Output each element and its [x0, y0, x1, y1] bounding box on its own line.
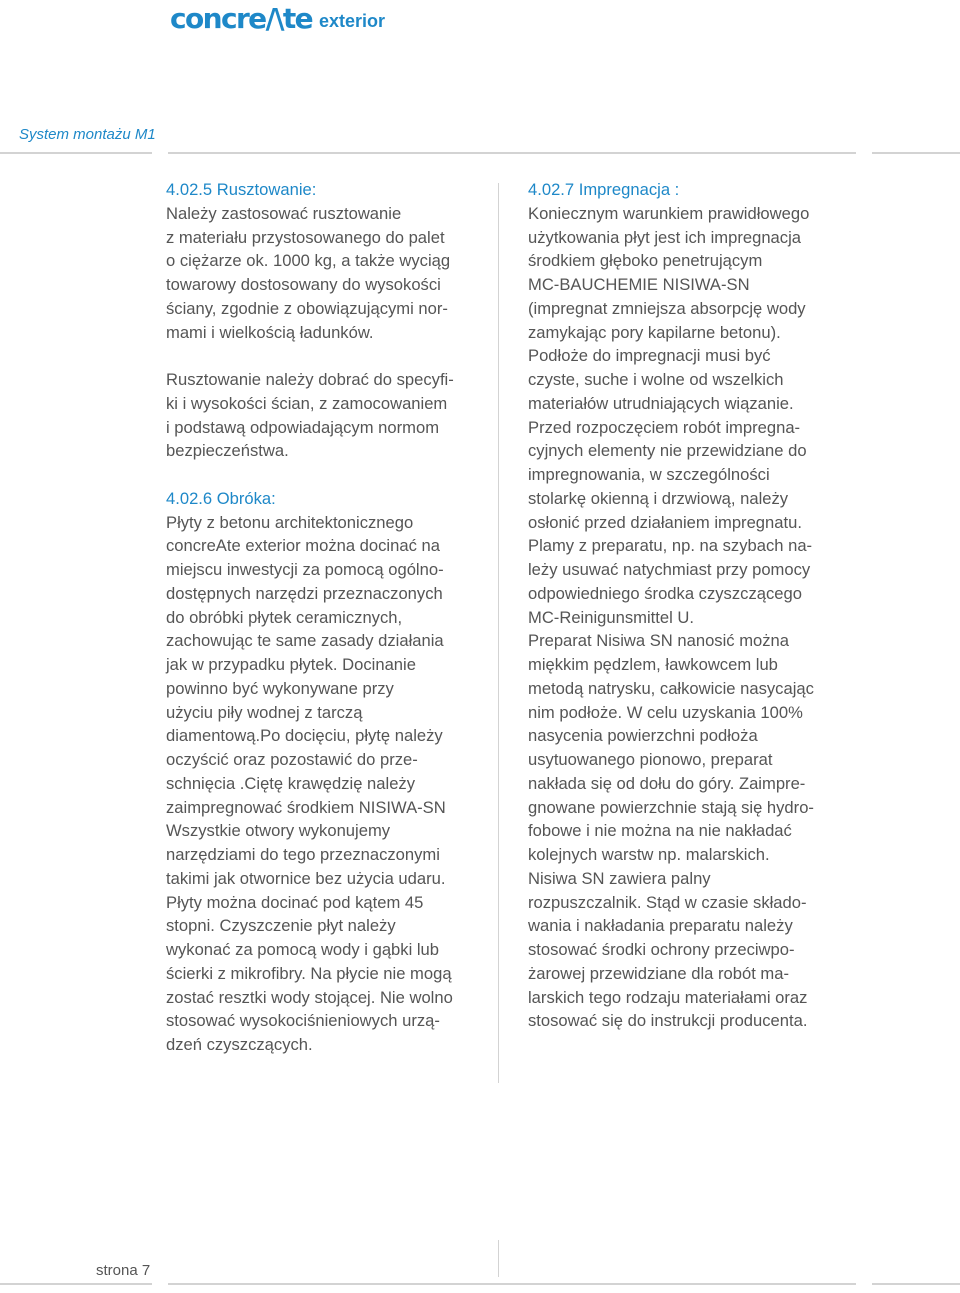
left-column — [166, 178, 506, 1057]
section-heading-rusztowanie: 4.02.5 Rusztowanie: — [166, 180, 317, 199]
header-rule-center — [168, 152, 856, 154]
brand-logo — [170, 2, 385, 36]
paragraph-impregnacja: Koniecznym warunkiem prawidłowego użytkowania płyt jest ich impregnacja środkiem głęboko penetrującym MC-BAUCHEMIE NISIWA-SN (impregnat zmniejsza absorpcję wody zamykając pory kapilarne betonu). Podłoże do impregnacji musi być czyste, suche i wolne od wszelkich materiałów utrudniających wiązanie. Przed rozpoczęciem robót impregna- cyjnych elementy nie przewidziane do impregnowania, w szczególności stolarkę okienną i drzwiową, należy osłonić przed działaniem impregnatu. Plamy z preparatu, np. na szybach na- leży usuwać natychmiast przy pomocy odpowiedniego środka czyszczącego MC-Reinigunsmittel U. Preparat Nisiwa SN nanosić można miękkim pędzlem, ławkowcem lub metodą natrysku, całkowicie nasycając nim podłoże. W celu uzyskania 100% nasycenia powierzchni podłoża usytuowanego pionowo, preparat nakłada się od dołu do góry. Zaimpre- gnowane powierzchnie stają się hydro- fobowe i nie można na nie nakładać kolejnych warstw np. malarskich. Nisiwa SN zawiera palny rozpuszczalnik. Stąd w czasie składo- wania i nakładania preparatu należy stosować środki ochrony przeciwpo- żarowej przewidziane dla robót ma- larskich tego rodzaju materiałami oraz stosować się do instrukcji producenta. — [528, 203, 814, 1031]
section-heading-impregnacja: 4.02.7 Impregnacja : — [528, 180, 680, 199]
paragraph-rusztowanie-2: Rusztowanie należy dobrać do specyfi- ki i wysokości ścian, z zamocowaniem i podstawą odpowiadającym normom bezpieczeństwa. — [166, 370, 454, 461]
footer-rule-center — [168, 1283, 856, 1285]
logo-wordmark: concre/\te — [170, 2, 312, 35]
footer-rule-left — [0, 1283, 152, 1285]
paragraph-obrobka: Płyty z betonu architektonicznego concreAte exterior można docinać na miejscu inwestycji za pomocą ogólno- dostępnych narzędzi przeznaczonych do obróbki płytek ceramicznych, zachowując te same zasady działania jak w przypadku płytek. Docinanie powinno być wykonywane przy użyciu piły wodnej z tarczą diamentową.Po docięciu, płytę należy oczyścić oraz pozostawić do prze- schnięcia .Ciętę krawędzię należy zaimpregnować środkiem NISIWA-SN Wszystkie otwory wykonujemy narzędziami do tego przeznaczonymi takimi jak otwornice bez użycia udaru. Płyty można docinać pod kątem 45 stopni. Czyszczenie płyt należy wykonać za pomocą wody i gąbki lub ścierki z mikrofibry. Na płycie nie mogą zostać resztki wody stojącej. Nie wolno stosować wysokociśnieniowych urzą- dzeń czyszczących. — [166, 512, 453, 1054]
paragraph-rusztowanie-1: Należy zastosować rusztowanie z materiału przystosowanego do palet o ciężarze ok. 1000 kg, a także wyciąg towarowy dostosowany do wysokości ściany, zgodnie z obowiązującymi nor- mami i wielkością ładunków. — [166, 203, 451, 342]
right-column — [528, 178, 868, 1033]
section-heading-obrobka: 4.02.6 Obróka: — [166, 488, 276, 508]
header-rule-left — [0, 152, 152, 154]
footer-rule-right — [872, 1283, 960, 1285]
column-divider-footer — [498, 1240, 499, 1277]
page-number: strona 7 — [96, 1262, 151, 1279]
logo-subtitle: exterior — [319, 11, 386, 31]
header-rule-right — [872, 152, 960, 154]
document-title: System montażu M1 — [19, 126, 156, 143]
